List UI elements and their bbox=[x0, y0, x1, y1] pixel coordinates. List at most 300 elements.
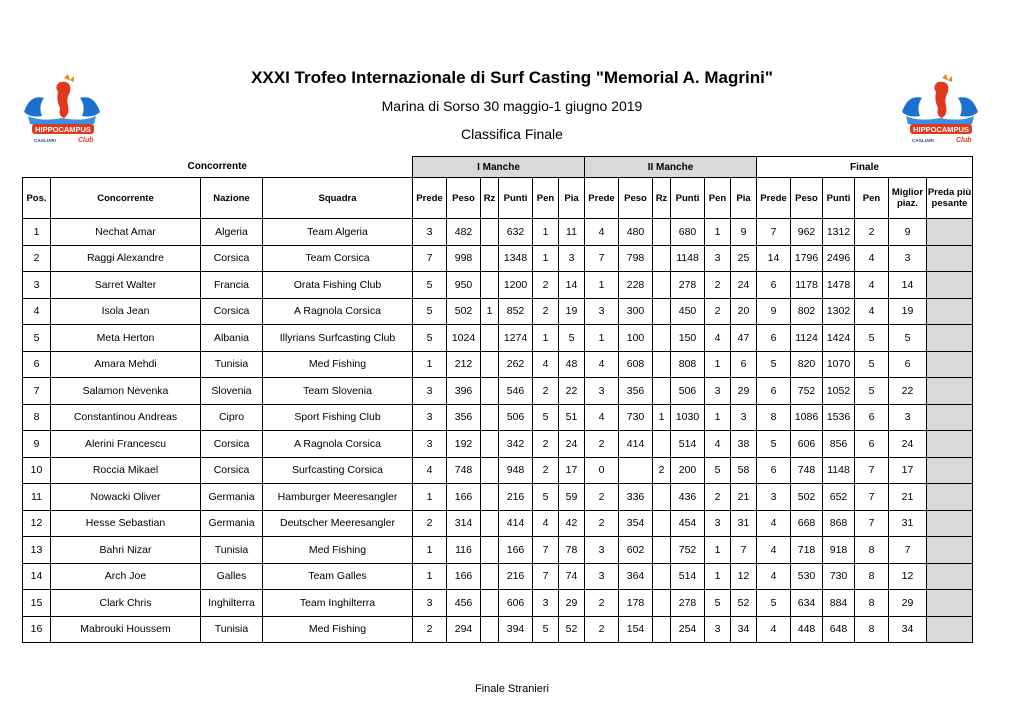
cell-m1-punti: 394 bbox=[499, 616, 533, 643]
cell-m2-pia: 7 bbox=[731, 537, 757, 564]
cell-m2-punti: 278 bbox=[671, 272, 705, 299]
cell-m1-rz bbox=[481, 563, 499, 590]
cell-m2-punti: 808 bbox=[671, 351, 705, 378]
cell-fin-preda bbox=[927, 325, 973, 352]
cell-fin-prede: 4 bbox=[757, 563, 791, 590]
cell-fin-peso: 502 bbox=[791, 484, 823, 511]
svg-text:Club: Club bbox=[78, 137, 94, 144]
cell-m2-prede: 3 bbox=[585, 298, 619, 325]
table-row bbox=[23, 272, 973, 299]
cell-m2-pen: 4 bbox=[705, 431, 731, 458]
svg-text:HIPPOCAMPUS: HIPPOCAMPUS bbox=[913, 125, 969, 134]
cell-m2-peso: 602 bbox=[619, 537, 653, 564]
cell-m1-pia: 3 bbox=[559, 245, 585, 272]
cell-concorrente: Raggi Alexandre bbox=[51, 245, 201, 272]
col-concorrente: Concorrente bbox=[51, 178, 201, 219]
cell-fin-pen: 4 bbox=[855, 272, 889, 299]
cell-m2-peso bbox=[619, 457, 653, 484]
cell-concorrente: Arch Joe bbox=[51, 563, 201, 590]
cell-fin-miglior: 22 bbox=[889, 378, 927, 405]
cell-m1-prede: 3 bbox=[413, 431, 447, 458]
cell-m2-rz bbox=[653, 378, 671, 405]
svg-text:CAGLIARI: CAGLIARI bbox=[912, 138, 934, 143]
cell-fin-preda bbox=[927, 404, 973, 431]
cell-m2-pia: 6 bbox=[731, 351, 757, 378]
cell-fin-peso: 1796 bbox=[791, 245, 823, 272]
cell-fin-miglior: 14 bbox=[889, 272, 927, 299]
cell-m1-pen: 2 bbox=[533, 298, 559, 325]
cell-m2-punti: 1148 bbox=[671, 245, 705, 272]
table-row bbox=[23, 245, 973, 272]
cell-fin-punti: 648 bbox=[823, 616, 855, 643]
cell-m1-rz bbox=[481, 590, 499, 617]
cell-m2-rz bbox=[653, 298, 671, 325]
cell-fin-miglior: 9 bbox=[889, 219, 927, 246]
cell-pos: 16 bbox=[23, 616, 51, 643]
cell-nazione: Corsica bbox=[201, 431, 263, 458]
cell-m2-rz bbox=[653, 431, 671, 458]
cell-m2-pen: 4 bbox=[705, 325, 731, 352]
group-concorrente: Concorrente bbox=[187, 161, 247, 173]
col-fin-miglior: Miglior piaz. bbox=[889, 178, 927, 219]
cell-m2-prede: 4 bbox=[585, 219, 619, 246]
cell-fin-pen: 8 bbox=[855, 563, 889, 590]
cell-fin-preda bbox=[927, 563, 973, 590]
svg-text:Club: Club bbox=[956, 137, 972, 144]
cell-m2-pia: 34 bbox=[731, 616, 757, 643]
cell-m1-rz bbox=[481, 484, 499, 511]
cell-m1-peso: 950 bbox=[447, 272, 481, 299]
cell-fin-pen: 7 bbox=[855, 484, 889, 511]
cell-m2-pen: 1 bbox=[705, 563, 731, 590]
cell-fin-pen: 8 bbox=[855, 590, 889, 617]
group-manche-1: I Manche bbox=[413, 157, 585, 178]
cell-m1-punti: 216 bbox=[499, 563, 533, 590]
cell-fin-punti: 884 bbox=[823, 590, 855, 617]
cell-fin-pen: 8 bbox=[855, 616, 889, 643]
cell-nazione: Slovenia bbox=[201, 378, 263, 405]
cell-nazione: Albania bbox=[201, 325, 263, 352]
cell-m2-peso: 228 bbox=[619, 272, 653, 299]
col-m2-pia: Pia bbox=[731, 178, 757, 219]
cell-fin-peso: 718 bbox=[791, 537, 823, 564]
cell-m1-punti: 632 bbox=[499, 219, 533, 246]
table-row bbox=[23, 590, 973, 617]
cell-m1-peso: 1024 bbox=[447, 325, 481, 352]
cell-m2-prede: 0 bbox=[585, 457, 619, 484]
cell-squadra: Deutscher Meeresangler bbox=[263, 510, 413, 537]
cell-m1-pen: 2 bbox=[533, 457, 559, 484]
cell-m1-rz bbox=[481, 245, 499, 272]
cell-m1-punti: 506 bbox=[499, 404, 533, 431]
cell-m2-pen: 3 bbox=[705, 616, 731, 643]
cell-nazione: Germania bbox=[201, 484, 263, 511]
cell-m1-pia: 14 bbox=[559, 272, 585, 299]
cell-concorrente: Amara Mehdi bbox=[51, 351, 201, 378]
cell-m1-punti: 414 bbox=[499, 510, 533, 537]
cell-m2-peso: 100 bbox=[619, 325, 653, 352]
cell-nazione: Galles bbox=[201, 563, 263, 590]
cell-fin-peso: 1086 bbox=[791, 404, 823, 431]
cell-squadra: Sport Fishing Club bbox=[263, 404, 413, 431]
cell-m2-rz bbox=[653, 590, 671, 617]
cell-concorrente: Roccia Mikael bbox=[51, 457, 201, 484]
cell-fin-miglior: 3 bbox=[889, 404, 927, 431]
cell-m1-prede: 1 bbox=[413, 484, 447, 511]
cell-fin-punti: 2496 bbox=[823, 245, 855, 272]
cell-m1-prede: 5 bbox=[413, 325, 447, 352]
cell-fin-peso: 606 bbox=[791, 431, 823, 458]
cell-squadra: Med Fishing bbox=[263, 351, 413, 378]
cell-concorrente: Hesse Sebastian bbox=[51, 510, 201, 537]
cell-m2-punti: 200 bbox=[671, 457, 705, 484]
cell-squadra: Team Algeria bbox=[263, 219, 413, 246]
cell-fin-peso: 1178 bbox=[791, 272, 823, 299]
cell-m2-punti: 150 bbox=[671, 325, 705, 352]
cell-fin-peso: 820 bbox=[791, 351, 823, 378]
svg-text:CAGLIARI: CAGLIARI bbox=[34, 138, 56, 143]
cell-m2-rz bbox=[653, 219, 671, 246]
cell-m2-rz bbox=[653, 272, 671, 299]
cell-pos: 15 bbox=[23, 590, 51, 617]
cell-fin-prede: 3 bbox=[757, 484, 791, 511]
table-row bbox=[23, 325, 973, 352]
cell-m2-pia: 9 bbox=[731, 219, 757, 246]
cell-fin-punti: 1148 bbox=[823, 457, 855, 484]
cell-fin-preda bbox=[927, 616, 973, 643]
cell-nazione: Cipro bbox=[201, 404, 263, 431]
cell-fin-peso: 802 bbox=[791, 298, 823, 325]
cell-m1-punti: 1274 bbox=[499, 325, 533, 352]
cell-m2-peso: 608 bbox=[619, 351, 653, 378]
cell-m2-pen: 1 bbox=[705, 219, 731, 246]
cell-m2-pen: 1 bbox=[705, 537, 731, 564]
col-squadra: Squadra bbox=[263, 178, 413, 219]
cell-m1-pen: 1 bbox=[533, 219, 559, 246]
cell-squadra: Team Galles bbox=[263, 563, 413, 590]
cell-m1-prede: 3 bbox=[413, 378, 447, 405]
table-row bbox=[23, 510, 973, 537]
cell-pos: 10 bbox=[23, 457, 51, 484]
cell-m2-punti: 752 bbox=[671, 537, 705, 564]
cell-m1-pia: 42 bbox=[559, 510, 585, 537]
cell-m1-pia: 78 bbox=[559, 537, 585, 564]
cell-fin-peso: 748 bbox=[791, 457, 823, 484]
cell-m2-prede: 2 bbox=[585, 510, 619, 537]
cell-m2-prede: 2 bbox=[585, 590, 619, 617]
cell-m1-prede: 1 bbox=[413, 351, 447, 378]
cell-m1-pen: 5 bbox=[533, 484, 559, 511]
cell-m1-pen: 1 bbox=[533, 325, 559, 352]
cell-fin-miglior: 12 bbox=[889, 563, 927, 590]
cell-m2-peso: 356 bbox=[619, 378, 653, 405]
cell-squadra: Team Corsica bbox=[263, 245, 413, 272]
cell-m1-pen: 4 bbox=[533, 351, 559, 378]
cell-m2-pen: 5 bbox=[705, 590, 731, 617]
cell-fin-peso: 1124 bbox=[791, 325, 823, 352]
cell-m2-pen: 2 bbox=[705, 298, 731, 325]
group-finale: Finale bbox=[757, 157, 973, 178]
cell-fin-pen: 6 bbox=[855, 431, 889, 458]
cell-m2-pia: 38 bbox=[731, 431, 757, 458]
cell-m1-punti: 948 bbox=[499, 457, 533, 484]
document-title: XXXI Trofeo Internazionale di Surf Casting "Memorial A. Magrini" bbox=[251, 68, 773, 87]
cell-fin-preda bbox=[927, 431, 973, 458]
col-m2-punti: Punti bbox=[671, 178, 705, 219]
cell-nazione: Germania bbox=[201, 510, 263, 537]
cell-fin-prede: 9 bbox=[757, 298, 791, 325]
event-dates: Marina di Sorso 30 maggio-1 giugno 2019 bbox=[381, 98, 643, 114]
cell-m2-pia: 31 bbox=[731, 510, 757, 537]
cell-fin-punti: 856 bbox=[823, 431, 855, 458]
cell-pos: 6 bbox=[23, 351, 51, 378]
cell-fin-preda bbox=[927, 219, 973, 246]
cell-fin-preda bbox=[927, 351, 973, 378]
cell-m1-peso: 166 bbox=[447, 484, 481, 511]
ranking-label: Classifica Finale bbox=[461, 126, 563, 142]
cell-m2-rz bbox=[653, 537, 671, 564]
cell-fin-punti: 868 bbox=[823, 510, 855, 537]
cell-m1-punti: 166 bbox=[499, 537, 533, 564]
cell-m1-punti: 1348 bbox=[499, 245, 533, 272]
cell-m2-peso: 354 bbox=[619, 510, 653, 537]
cell-m1-pia: 24 bbox=[559, 431, 585, 458]
cell-concorrente: Bahri Nizar bbox=[51, 537, 201, 564]
cell-fin-punti: 1478 bbox=[823, 272, 855, 299]
cell-m1-prede: 1 bbox=[413, 537, 447, 564]
table-row bbox=[23, 537, 973, 564]
cell-fin-punti: 1312 bbox=[823, 219, 855, 246]
cell-nazione: Tunisia bbox=[201, 351, 263, 378]
cell-m2-prede: 4 bbox=[585, 351, 619, 378]
col-nazione: Nazione bbox=[201, 178, 263, 219]
cell-pos: 5 bbox=[23, 325, 51, 352]
cell-fin-pen: 5 bbox=[855, 378, 889, 405]
document-header bbox=[0, 0, 1024, 150]
cell-m2-prede: 4 bbox=[585, 404, 619, 431]
cell-fin-prede: 6 bbox=[757, 378, 791, 405]
cell-m2-prede: 3 bbox=[585, 563, 619, 590]
cell-fin-preda bbox=[927, 245, 973, 272]
cell-m2-pen: 2 bbox=[705, 272, 731, 299]
cell-m1-peso: 116 bbox=[447, 537, 481, 564]
cell-fin-prede: 8 bbox=[757, 404, 791, 431]
cell-m1-peso: 396 bbox=[447, 378, 481, 405]
cell-m1-rz: 1 bbox=[481, 298, 499, 325]
cell-m1-punti: 852 bbox=[499, 298, 533, 325]
col-fin-punti: Punti bbox=[823, 178, 855, 219]
cell-fin-miglior: 3 bbox=[889, 245, 927, 272]
cell-fin-miglior: 6 bbox=[889, 351, 927, 378]
cell-pos: 8 bbox=[23, 404, 51, 431]
cell-m2-punti: 680 bbox=[671, 219, 705, 246]
table-row bbox=[23, 219, 973, 246]
cell-m1-prede: 3 bbox=[413, 219, 447, 246]
cell-m2-pia: 52 bbox=[731, 590, 757, 617]
cell-m2-pia: 3 bbox=[731, 404, 757, 431]
cell-fin-punti: 730 bbox=[823, 563, 855, 590]
cell-m1-rz bbox=[481, 351, 499, 378]
cell-m1-rz bbox=[481, 404, 499, 431]
cell-m1-pia: 48 bbox=[559, 351, 585, 378]
table-row bbox=[23, 404, 973, 431]
cell-fin-prede: 6 bbox=[757, 325, 791, 352]
table-row bbox=[23, 484, 973, 511]
col-fin-preda: Preda più pesante bbox=[927, 178, 973, 219]
cell-fin-miglior: 24 bbox=[889, 431, 927, 458]
cell-m2-punti: 254 bbox=[671, 616, 705, 643]
cell-squadra: Team Slovenia bbox=[263, 378, 413, 405]
cell-m1-pia: 74 bbox=[559, 563, 585, 590]
cell-m1-pia: 22 bbox=[559, 378, 585, 405]
cell-m1-peso: 166 bbox=[447, 563, 481, 590]
cell-fin-pen: 6 bbox=[855, 404, 889, 431]
col-m2-peso: Peso bbox=[619, 178, 653, 219]
table-row bbox=[23, 351, 973, 378]
cell-nazione: Corsica bbox=[201, 298, 263, 325]
cell-fin-miglior: 19 bbox=[889, 298, 927, 325]
cell-squadra: Team Inghilterra bbox=[263, 590, 413, 617]
cell-m1-pen: 7 bbox=[533, 563, 559, 590]
col-pos: Pos. bbox=[23, 178, 51, 219]
cell-pos: 1 bbox=[23, 219, 51, 246]
cell-concorrente: Clark Chris bbox=[51, 590, 201, 617]
cell-m1-prede: 5 bbox=[413, 298, 447, 325]
cell-pos: 12 bbox=[23, 510, 51, 537]
col-m2-pen: Pen bbox=[705, 178, 731, 219]
col-fin-prede: Prede bbox=[757, 178, 791, 219]
cell-fin-preda bbox=[927, 510, 973, 537]
cell-fin-punti: 1536 bbox=[823, 404, 855, 431]
col-m1-rz: Rz bbox=[481, 178, 499, 219]
cell-fin-peso: 962 bbox=[791, 219, 823, 246]
cell-m2-punti: 1030 bbox=[671, 404, 705, 431]
cell-nazione: Inghilterra bbox=[201, 590, 263, 617]
cell-m2-punti: 436 bbox=[671, 484, 705, 511]
cell-m1-rz bbox=[481, 537, 499, 564]
cell-m1-rz bbox=[481, 616, 499, 643]
cell-fin-punti: 652 bbox=[823, 484, 855, 511]
cell-m1-pen: 2 bbox=[533, 272, 559, 299]
cell-m2-prede: 3 bbox=[585, 378, 619, 405]
cell-fin-peso: 634 bbox=[791, 590, 823, 617]
cell-concorrente: Nechat Amar bbox=[51, 219, 201, 246]
cell-m1-punti: 606 bbox=[499, 590, 533, 617]
cell-fin-prede: 6 bbox=[757, 457, 791, 484]
cell-squadra: Illyrians Surfcasting Club bbox=[263, 325, 413, 352]
cell-m1-pia: 11 bbox=[559, 219, 585, 246]
cell-m1-prede: 1 bbox=[413, 563, 447, 590]
cell-m2-pia: 29 bbox=[731, 378, 757, 405]
cell-m2-pen: 3 bbox=[705, 245, 731, 272]
cell-fin-preda bbox=[927, 298, 973, 325]
cell-pos: 9 bbox=[23, 431, 51, 458]
table-row bbox=[23, 298, 973, 325]
cell-m1-prede: 3 bbox=[413, 404, 447, 431]
col-m1-prede: Prede bbox=[413, 178, 447, 219]
cell-pos: 11 bbox=[23, 484, 51, 511]
cell-m2-pen: 3 bbox=[705, 510, 731, 537]
cell-fin-punti: 918 bbox=[823, 537, 855, 564]
cell-m1-rz bbox=[481, 219, 499, 246]
cell-m2-punti: 514 bbox=[671, 563, 705, 590]
cell-m2-rz bbox=[653, 616, 671, 643]
column-header-row bbox=[23, 178, 973, 219]
cell-fin-miglior: 34 bbox=[889, 616, 927, 643]
cell-m1-pen: 5 bbox=[533, 616, 559, 643]
cell-m2-rz: 1 bbox=[653, 404, 671, 431]
cell-m2-pia: 58 bbox=[731, 457, 757, 484]
cell-nazione: Corsica bbox=[201, 245, 263, 272]
cell-concorrente: Salamon Nevenka bbox=[51, 378, 201, 405]
cell-fin-peso: 668 bbox=[791, 510, 823, 537]
cell-fin-miglior: 21 bbox=[889, 484, 927, 511]
cell-m1-prede: 7 bbox=[413, 245, 447, 272]
cell-m2-peso: 178 bbox=[619, 590, 653, 617]
cell-fin-miglior: 31 bbox=[889, 510, 927, 537]
cell-fin-pen: 2 bbox=[855, 219, 889, 246]
cell-m2-punti: 278 bbox=[671, 590, 705, 617]
cell-fin-preda bbox=[927, 457, 973, 484]
cell-pos: 14 bbox=[23, 563, 51, 590]
cell-nazione: Corsica bbox=[201, 457, 263, 484]
cell-fin-punti: 1070 bbox=[823, 351, 855, 378]
cell-m1-pen: 1 bbox=[533, 245, 559, 272]
cell-squadra: Med Fishing bbox=[263, 616, 413, 643]
cell-pos: 4 bbox=[23, 298, 51, 325]
table-row bbox=[23, 563, 973, 590]
cell-m1-rz bbox=[481, 457, 499, 484]
cell-m1-pen: 4 bbox=[533, 510, 559, 537]
group-manche-2: II Manche bbox=[585, 157, 757, 178]
cell-m1-peso: 456 bbox=[447, 590, 481, 617]
results-body bbox=[23, 219, 973, 643]
cell-m2-pia: 25 bbox=[731, 245, 757, 272]
cell-fin-prede: 5 bbox=[757, 431, 791, 458]
cell-m2-punti: 454 bbox=[671, 510, 705, 537]
cell-m2-pen: 5 bbox=[705, 457, 731, 484]
cell-m1-pia: 29 bbox=[559, 590, 585, 617]
cell-squadra: Med Fishing bbox=[263, 537, 413, 564]
cell-pos: 13 bbox=[23, 537, 51, 564]
cell-concorrente: Sarret Walter bbox=[51, 272, 201, 299]
cell-fin-prede: 7 bbox=[757, 219, 791, 246]
cell-concorrente: Nowacki Oliver bbox=[51, 484, 201, 511]
cell-fin-prede: 4 bbox=[757, 537, 791, 564]
cell-m1-prede: 5 bbox=[413, 272, 447, 299]
col-m1-pen: Pen bbox=[533, 178, 559, 219]
cell-m1-peso: 748 bbox=[447, 457, 481, 484]
col-fin-peso: Peso bbox=[791, 178, 823, 219]
cell-m2-peso: 414 bbox=[619, 431, 653, 458]
cell-m1-pia: 5 bbox=[559, 325, 585, 352]
cell-m2-punti: 514 bbox=[671, 431, 705, 458]
results-table bbox=[22, 156, 973, 643]
cell-fin-punti: 1424 bbox=[823, 325, 855, 352]
cell-m2-prede: 3 bbox=[585, 537, 619, 564]
cell-m1-pia: 59 bbox=[559, 484, 585, 511]
cell-m2-rz bbox=[653, 510, 671, 537]
cell-fin-preda bbox=[927, 484, 973, 511]
cell-m2-prede: 1 bbox=[585, 272, 619, 299]
cell-fin-pen: 8 bbox=[855, 537, 889, 564]
cell-m1-pia: 19 bbox=[559, 298, 585, 325]
cell-concorrente: Meta Herton bbox=[51, 325, 201, 352]
cell-fin-miglior: 7 bbox=[889, 537, 927, 564]
cell-fin-miglior: 29 bbox=[889, 590, 927, 617]
cell-m1-peso: 314 bbox=[447, 510, 481, 537]
cell-m2-pen: 2 bbox=[705, 484, 731, 511]
